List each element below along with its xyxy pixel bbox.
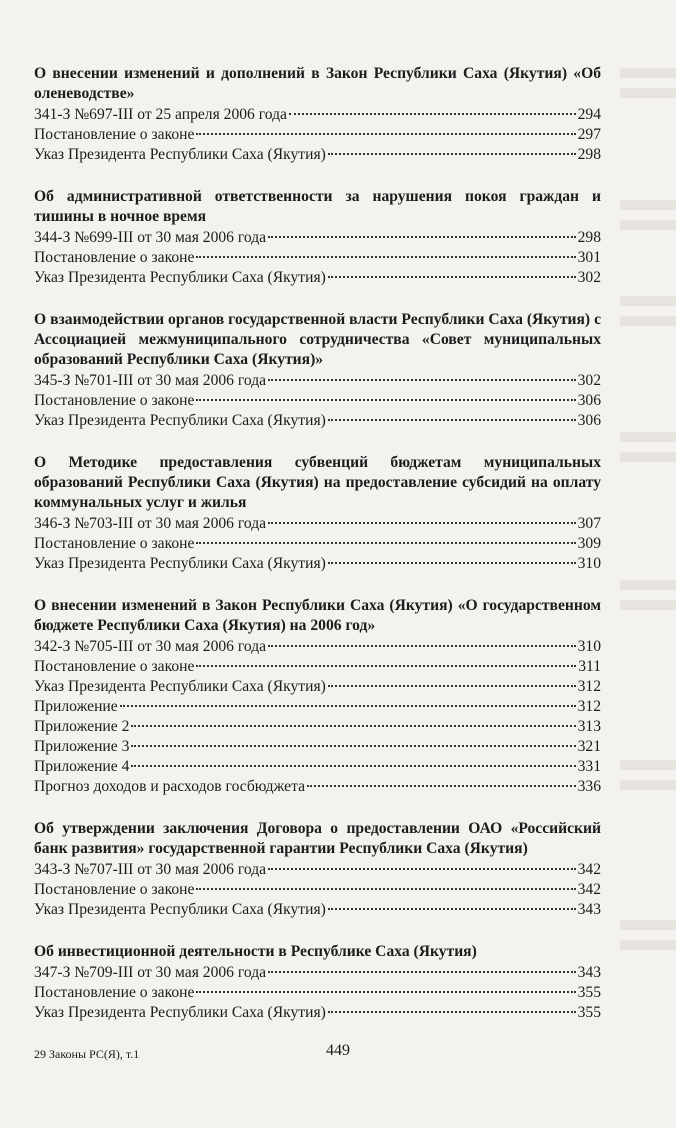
toc-entry	[34, 677, 601, 697]
dot-leader	[307, 785, 576, 787]
toc-section	[34, 942, 601, 1023]
toc-entry	[34, 228, 601, 248]
entry-label: Указ Президента Республики Саха (Якутия)	[34, 146, 326, 163]
toc-entry	[34, 657, 601, 677]
dot-leader	[268, 236, 576, 238]
entry-label: 343-З №707-III от 30 мая 2006 года	[34, 861, 267, 878]
entry-page-number: 342	[577, 861, 601, 878]
dot-leader	[328, 276, 576, 278]
dot-leader	[268, 379, 576, 381]
entry-page-number: 294	[577, 106, 601, 123]
entry-label: 341-З №697-III от 25 апреля 2006 года	[34, 106, 287, 123]
toc-entry	[34, 983, 601, 1003]
entry-label: Постановление о законе	[34, 249, 195, 266]
entry-page-number: 321	[577, 738, 601, 755]
section-title: О взаимодействии органов государственной власти Республики Саха (Якутия) с Ассоциацией межмуниципального сотрудничества «Совет муниципальных образований Республики Саха (Якутия)»	[34, 311, 601, 368]
entry-page-number: 331	[577, 758, 601, 775]
dot-leader	[328, 685, 576, 687]
toc-section	[34, 596, 601, 797]
dot-leader	[131, 765, 575, 767]
entry-label: Постановление о законе	[34, 658, 195, 675]
entry-label: 344-З №699-III от 30 мая 2006 года	[34, 229, 267, 246]
toc-entry	[34, 963, 601, 983]
entry-label: Приложение 2	[34, 718, 130, 735]
dot-leader	[196, 399, 575, 401]
toc-entry	[34, 514, 601, 534]
toc-entry	[34, 717, 601, 737]
page-number: 449	[326, 1042, 350, 1059]
entry-label: Постановление о законе	[34, 126, 195, 143]
entry-page-number: 302	[577, 372, 601, 389]
dot-leader	[268, 522, 576, 524]
entry-label: Указ Президента Республики Саха (Якутия)	[34, 555, 326, 572]
toc-entry	[34, 1003, 601, 1023]
entry-label: Приложение 3	[34, 738, 130, 755]
entry-page-number: 311	[578, 658, 601, 675]
entry-label: Указ Президента Республики Саха (Якутия)	[34, 901, 326, 918]
dot-leader	[131, 725, 575, 727]
entry-page-number: 355	[577, 1004, 601, 1021]
entry-page-number: 301	[577, 249, 601, 266]
entry-page-number: 298	[577, 146, 601, 163]
toc-entry	[34, 411, 601, 431]
dot-leader	[328, 1011, 576, 1013]
dot-leader	[328, 562, 576, 564]
toc-entry	[34, 105, 601, 125]
toc-entry	[34, 534, 601, 554]
entry-page-number: 336	[577, 778, 601, 795]
section-title: О Методике предоставления субвенций бюджетам муниципальных образований Республики Саха (Якутия) на предоставление субсидий на оплату коммунальных услуг и жилья	[34, 454, 601, 511]
dot-leader	[196, 256, 575, 258]
entry-label: Постановление о законе	[34, 984, 195, 1001]
toc-section	[34, 819, 601, 920]
dot-leader	[120, 705, 576, 707]
toc-entry	[34, 880, 601, 900]
dot-leader	[131, 745, 575, 747]
entry-page-number: 343	[577, 901, 601, 918]
toc-entry	[34, 777, 601, 797]
entry-page-number: 312	[577, 678, 601, 695]
entry-label: 347-З №709-III от 30 мая 2006 года	[34, 964, 267, 981]
entry-page-number: 342	[577, 881, 601, 898]
dot-leader	[196, 133, 575, 135]
toc-entry	[34, 860, 601, 880]
entry-label: Указ Президента Республики Саха (Якутия)	[34, 1004, 326, 1021]
entry-page-number: 307	[577, 515, 601, 532]
section-title: Об административной ответственности за нарушения покоя граждан и тишины в ночное время	[34, 188, 601, 225]
entry-label: Приложение	[34, 698, 118, 715]
dot-leader	[196, 991, 575, 993]
dot-leader	[328, 908, 576, 910]
dot-leader	[328, 419, 576, 421]
toc-section	[34, 64, 601, 165]
entry-label: Постановление о законе	[34, 392, 195, 409]
entry-label: 346-З №703-III от 30 мая 2006 года	[34, 515, 267, 532]
toc-entry	[34, 391, 601, 411]
bleed-through	[596, 60, 676, 1040]
section-title: Об утверждении заключения Договора о предоставлении ОАО «Российский банк развития» государственной гарантии Республики Саха (Якутия)	[34, 820, 601, 857]
toc-entry	[34, 637, 601, 657]
entry-page-number: 312	[577, 698, 601, 715]
dot-leader	[289, 113, 576, 115]
dot-leader	[196, 888, 575, 890]
entry-page-number: 343	[577, 964, 601, 981]
entry-page-number: 313	[577, 718, 601, 735]
toc-entry	[34, 268, 601, 288]
entry-page-number: 355	[577, 984, 601, 1001]
toc-section	[34, 310, 601, 431]
table-of-contents	[34, 64, 601, 1045]
entry-label: 345-З №701-III от 30 мая 2006 года	[34, 372, 267, 389]
entry-label: Приложение 4	[34, 758, 130, 775]
toc-entry	[34, 697, 601, 717]
toc-entry	[34, 145, 601, 165]
entry-page-number: 310	[577, 638, 601, 655]
entry-page-number: 310	[577, 555, 601, 572]
entry-label: Указ Президента Республики Саха (Якутия)	[34, 269, 326, 286]
toc-entry	[34, 125, 601, 145]
section-title: О внесении изменений и дополнений в Закон Республики Саха (Якутия) «Об оленеводстве»	[34, 65, 601, 102]
entry-page-number: 298	[577, 229, 601, 246]
toc-entry	[34, 248, 601, 268]
toc-entry	[34, 554, 601, 574]
dot-leader	[268, 971, 576, 973]
entry-page-number: 309	[577, 535, 601, 552]
dot-leader	[268, 645, 576, 647]
entry-page-number: 297	[577, 126, 601, 143]
toc-section	[34, 453, 601, 574]
dot-leader	[196, 665, 576, 667]
toc-entry	[34, 900, 601, 920]
entry-page-number: 306	[577, 412, 601, 429]
entry-label: Постановление о законе	[34, 881, 195, 898]
entry-label: Указ Президента Республики Саха (Якутия)	[34, 678, 326, 695]
toc-entry	[34, 737, 601, 757]
entry-page-number: 302	[577, 269, 601, 286]
printer-signature: 29 Законы РС(Я), т.1	[34, 1047, 140, 1061]
entry-page-number: 306	[577, 392, 601, 409]
entry-label: Указ Президента Республики Саха (Якутия)	[34, 412, 326, 429]
toc-entry	[34, 757, 601, 777]
section-title: О внесении изменений в Закон Республики Саха (Якутия) «О государственном бюджете Республики Саха (Якутия) на 2006 год»	[34, 597, 601, 634]
entry-label: 342-З №705-III от 30 мая 2006 года	[34, 638, 267, 655]
toc-entry	[34, 371, 601, 391]
entry-label: Прогноз доходов и расходов госбюджета	[34, 778, 306, 795]
entry-label: Постановление о законе	[34, 535, 195, 552]
dot-leader	[328, 153, 576, 155]
dot-leader	[196, 542, 575, 544]
toc-section	[34, 187, 601, 288]
section-title: Об инвестиционной деятельности в Республике Саха (Якутия)	[34, 943, 477, 960]
dot-leader	[268, 868, 576, 870]
